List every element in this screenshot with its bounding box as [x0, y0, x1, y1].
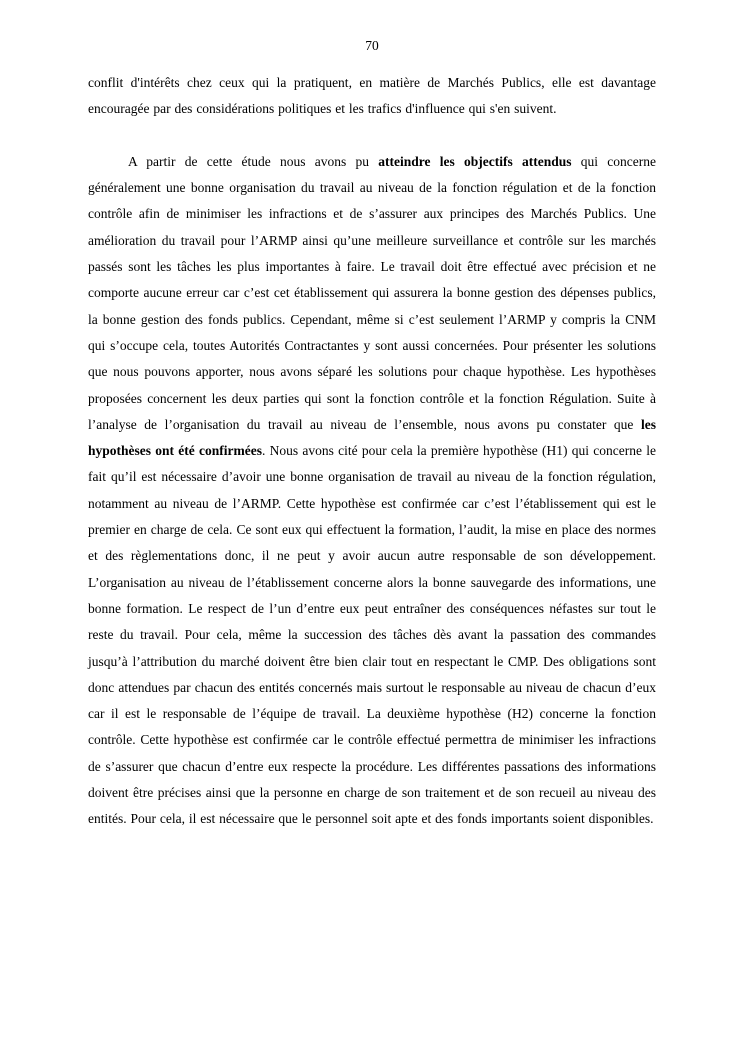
bold-text-run: atteindre les objectifs attendus — [378, 153, 572, 169]
page-number: 70 — [365, 38, 379, 53]
bold-text-run: les hypothèses ont été confirmées — [88, 416, 656, 459]
paragraph-conclusion — [88, 149, 656, 833]
text-run: . Nous avons cité pour cela la première hypothèse (H1) qui concerne le fait qu’il est nécessaire d’avoir une bonne organisation de travail au niveau de la fonction régulation, notamment au niveau de l’ARMP. Cette hypothèse est confirmée car c’est l’établissement qui est le premier en charge de cela. Ce sont eux qui effectuent la formation, l’audit, la mise en place des normes et des règlementations donc, il ne peut y avoir aucun autre responsable de son développement. L’organisation au niveau de l’établissement concerne alors la bonne sauvegarde des informations, une bonne formation. Le respect de l’un d’entre eux peut entraîner des conséquences néfastes sur tout le reste du travail. Pour cela, même la succession des tâches dès avant la passation des commandes jusqu’à l’attribution du marché doivent être bien clair tout en respectant le CMP. Des obligations sont donc attendues par chacun des entités concernés mais surtout le responsable au niveau de chacun d’eux car il est le responsable de l’équipe de travail. La deuxième hypothèse (H2) concerne la fonction contrôle. Cette hypothèse est confirmée car le contrôle effectué permettra de minimiser les infractions de s’assurer que chacun d’entre eux respecte la procédure. Les différentes passations des informations doivent être précises ainsi que la personne en charge de son traitement et de son recueil au niveau des entités. Pour cela, il est nécessaire que le personnel soit apte et des fonds importants soient disponibles. — [88, 443, 656, 827]
page-body — [88, 70, 656, 833]
text-run: A partir de cette étude nous avons pu — [128, 153, 379, 169]
paragraph-continuation — [88, 70, 656, 123]
text-run: conflit d'intérêts chez ceux qui la pratiquent, en matière de Marchés Publics, elle est davantage encouragée par des considérations politiques et les trafics d'influence qui s'en suivent. — [88, 75, 656, 117]
text-run: qui concerne généralement une bonne organisation du travail au niveau de la fonction régulation et de la fonction contrôle afin de minimiser les infractions et de s’assurer aux principes des Marchés Publics. Une amélioration du travail pour l’ARMP ainsi qu’une meilleure surveillance et contrôle sur les marchés passés sont les tâches les plus importantes à faire. Le travail doit être effectué avec précision et ne comporte aucune erreur car c’est cet établissement qui assurera la bonne gestion des dépenses publics, la bonne gestion des fonds publics. Cependant, même si c’est seulement l’ARMP y compris la CNM qui s’occupe cela, toutes Autorités Contractantes y sont aussi concernées. Pour présenter les solutions que nous pouvons apporter, nous avons séparé les solutions pour chaque hypothèse. Les hypothèses proposées concernent les deux parties qui sont la fonction contrôle et la fonction Régulation. Suite à l’analyse de l’organisation du travail au niveau de l’ensemble, nous avons pu constater que — [88, 153, 656, 432]
